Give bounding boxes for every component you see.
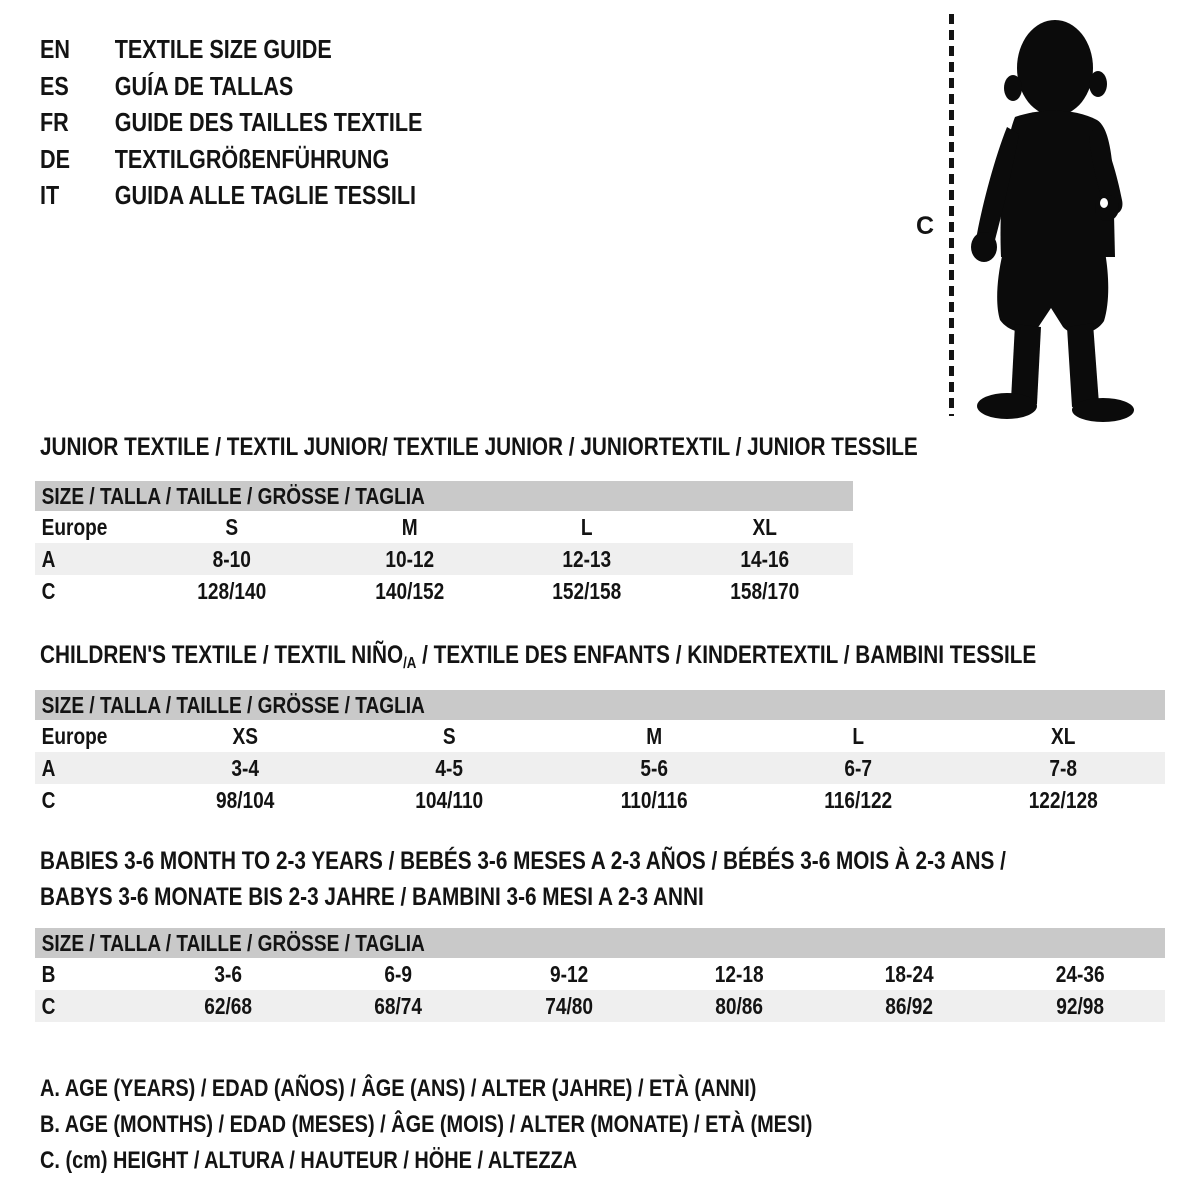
size-cell: 80/86 xyxy=(715,992,764,1019)
size-cell: 104/110 xyxy=(415,786,484,813)
language-code: IT xyxy=(40,180,60,210)
row-label-cell: B xyxy=(41,960,56,987)
language-title: GUIDE DES TAILLES TEXTILE xyxy=(114,107,423,137)
size-cell: 122/128 xyxy=(1028,786,1098,813)
language-code: ES xyxy=(40,70,69,101)
size-cell: 116/122 xyxy=(824,786,893,813)
size-cell: 9-12 xyxy=(549,960,588,987)
junior-section-title: JUNIOR TEXTILE / TEXTIL JUNIOR/ TEXTILE JUNIOR / JUNIORTEXTIL / JUNIOR TESSILE xyxy=(40,433,918,461)
row-label-cell: C xyxy=(41,786,56,813)
size-cell: 62/68 xyxy=(204,992,253,1019)
legend-line-b: B. AGE (MONTHS) / EDAD (MESES) / ÂGE (MOIS) / ALTER (MONATE) / ETÀ (MESI) xyxy=(40,1111,813,1138)
size-cell: M xyxy=(646,722,662,749)
toddler-silhouette-image xyxy=(955,12,1145,424)
size-cell: S xyxy=(443,722,456,749)
size-table-header-label: SIZE / TALLA / TAILLE / GRÖSSE / TAGLIA xyxy=(41,482,425,509)
children-section-title xyxy=(40,640,1036,679)
size-cell: M xyxy=(401,513,418,540)
size-cell: 3-6 xyxy=(214,960,242,987)
row-label-cell: C xyxy=(41,992,56,1019)
junior-size-table xyxy=(35,481,853,607)
language-title: TEXTILGRÖßENFÜHRUNG xyxy=(114,143,390,174)
height-measure-label: C xyxy=(916,212,935,240)
babies-title-line2: BABYS 3-6 MONATE BIS 2-3 JAHRE / BAMBINI 3-6 MESI A 2-3 ANNI xyxy=(40,883,704,911)
language-title: GUÍA DE TALLAS xyxy=(114,70,294,101)
size-cell: 4-5 xyxy=(435,754,464,781)
size-table-header-label: SIZE / TALLA / TAILLE / GRÖSSE / TAGLIA xyxy=(41,691,425,718)
language-row xyxy=(40,104,422,141)
children-size-table xyxy=(35,690,1165,816)
language-code: EN xyxy=(40,34,70,64)
size-cell: 14-16 xyxy=(739,545,789,572)
row-label-cell: A xyxy=(41,754,56,781)
babies-size-table xyxy=(35,928,1165,1022)
language-row xyxy=(40,177,422,214)
size-cell: 140/152 xyxy=(374,577,444,604)
language-row xyxy=(40,31,422,68)
row-label-cell: A xyxy=(41,545,56,572)
size-cell: 6-9 xyxy=(384,960,413,987)
size-cell: 74/80 xyxy=(544,992,593,1019)
size-table-header xyxy=(35,928,1165,958)
size-table-header-label: SIZE / TALLA / TAILLE / GRÖSSE / TAGLIA xyxy=(41,929,425,956)
table-row-c xyxy=(35,784,1165,816)
size-cell: S xyxy=(225,513,239,540)
size-table-header xyxy=(35,481,853,511)
size-cell: 18-24 xyxy=(885,960,934,987)
size-cell: 92/98 xyxy=(1055,992,1104,1019)
size-cell: 98/104 xyxy=(215,786,275,813)
size-cell: 12-18 xyxy=(714,960,764,987)
size-table-header xyxy=(35,690,1165,720)
size-cell: L xyxy=(852,722,865,749)
table-row-c xyxy=(35,990,1165,1022)
size-cell: XL xyxy=(1050,722,1076,749)
babies-title-line1: BABIES 3-6 MONTH TO 2-3 YEARS / BEBÉS 3-6 MESES A 2-3 AÑOS / BÉBÉS 3-6 MOIS À 2-3 ANS / xyxy=(40,847,1006,875)
language-row xyxy=(40,68,422,105)
table-row-europe xyxy=(35,720,1165,752)
size-cell: XS xyxy=(232,722,258,749)
size-cell: 158/170 xyxy=(729,577,799,604)
table-row-a xyxy=(35,752,1165,784)
language-title: TEXTILE SIZE GUIDE xyxy=(114,34,332,64)
language-code: DE xyxy=(40,143,70,174)
babies-section-title xyxy=(40,843,1006,915)
language-row xyxy=(40,141,422,178)
row-label-cell: Europe xyxy=(41,722,108,749)
legend-line-a: A. AGE (YEARS) / EDAD (AÑOS) / ÂGE (ANS) / ALTER (JAHRE) / ETÀ (ANNI) xyxy=(40,1075,757,1102)
table-row-b xyxy=(35,958,1165,990)
size-cell: XL xyxy=(752,513,777,540)
children-title-text: / TEXTILE DES ENFANTS / KINDERTEXTIL / BAMBINI TESSILE xyxy=(416,641,1037,669)
language-title: GUIDA ALLE TAGLIE TESSILI xyxy=(114,180,417,210)
size-cell: 68/74 xyxy=(374,992,423,1019)
children-title-subscript: /A xyxy=(403,655,417,672)
size-cell: L xyxy=(580,513,593,540)
size-cell: 10-12 xyxy=(384,545,434,572)
table-row-europe xyxy=(35,511,853,543)
size-cell: 12-13 xyxy=(562,545,612,572)
legend-line-c: C. (cm) HEIGHT / ALTURA / HAUTEUR / HÖHE / ALTEZZA xyxy=(40,1147,578,1174)
legend xyxy=(40,1071,971,1179)
size-cell: 24-36 xyxy=(1055,960,1105,987)
size-cell: 86/92 xyxy=(885,992,934,1019)
language-title-list xyxy=(40,31,501,214)
size-cell: 7-8 xyxy=(1049,754,1077,781)
height-measure-dashed-line xyxy=(949,14,954,416)
size-cell: 128/140 xyxy=(197,577,267,604)
size-cell: 6-7 xyxy=(844,754,873,781)
size-cell: 5-6 xyxy=(640,754,668,781)
language-code: FR xyxy=(40,107,69,137)
table-row-c xyxy=(35,575,853,607)
size-cell: 110/116 xyxy=(620,786,688,813)
size-cell: 8-10 xyxy=(212,545,251,572)
table-row-a xyxy=(35,543,853,575)
children-title-text: CHILDREN'S TEXTILE / TEXTIL NIÑO xyxy=(40,641,404,669)
row-label-cell: C xyxy=(41,577,56,604)
size-cell: 152/158 xyxy=(552,577,622,604)
row-label-cell: Europe xyxy=(41,513,108,540)
size-cell: 3-4 xyxy=(231,754,260,781)
